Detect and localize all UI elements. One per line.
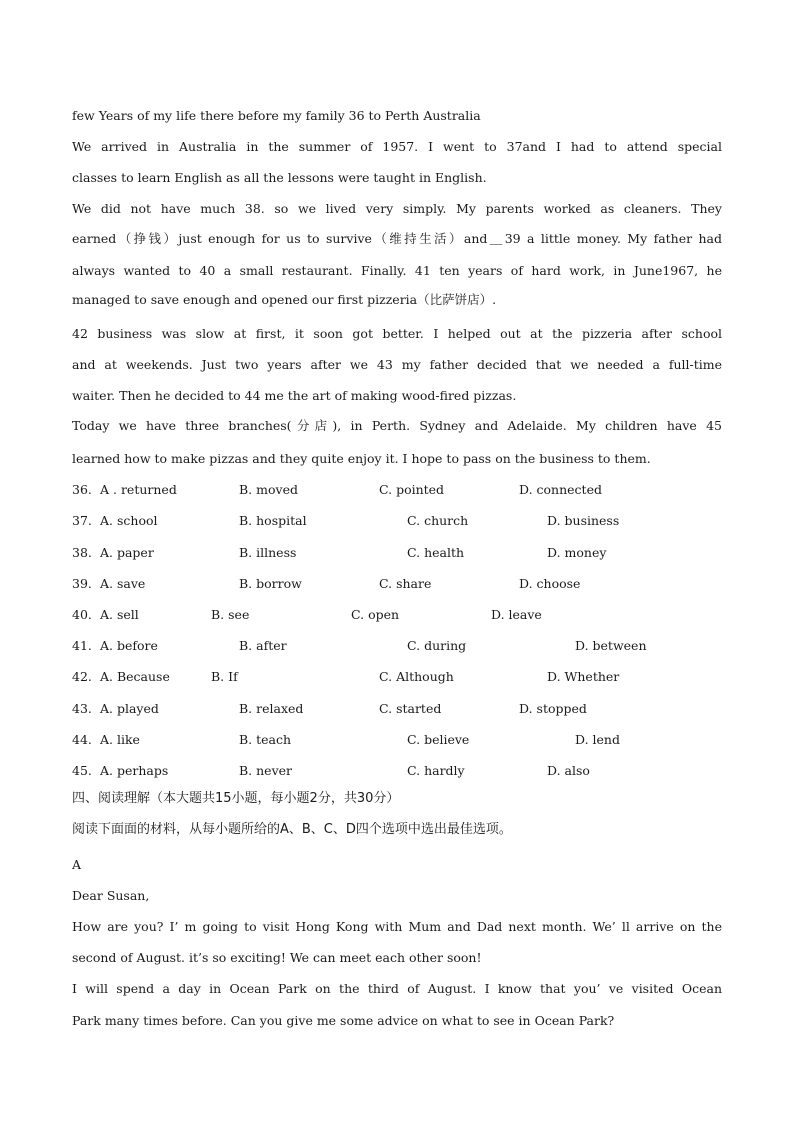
option-b: B. moved — [239, 482, 298, 497]
option-b: B. see — [211, 607, 250, 622]
option-b: B. borrow — [239, 576, 302, 591]
option-b: B. illness — [239, 545, 297, 560]
question-number: 36. — [72, 482, 92, 497]
question-number: 37. — [72, 513, 92, 528]
question-number: 40. — [72, 607, 92, 622]
letter-line: How are you? I’ m going to visit Hong Kong with Mum and Dad next month. We’ ll arrive on the — [72, 919, 722, 934]
option-b: B. teach — [239, 732, 292, 747]
option-a: A. school — [100, 513, 158, 528]
question-row-39 — [72, 576, 722, 592]
letter-line: Park many times before. Can you give me some advice on what to see in Ocean Park? — [72, 1013, 615, 1028]
section-heading: 四、阅读理解（本大题共15小题，每小题2分，共30分） — [72, 791, 400, 806]
option-c: C. pointed — [379, 482, 445, 497]
option-a: A. Because — [100, 669, 170, 684]
question-row-45 — [72, 763, 722, 779]
question-row-38 — [72, 545, 722, 561]
option-c: C. health — [407, 545, 465, 560]
option-b: B. If — [211, 669, 238, 684]
passage-line: classes to learn English as all the lessons were taught in English. — [72, 170, 487, 185]
question-number: 39. — [72, 576, 92, 591]
option-d: D. also — [547, 763, 590, 778]
question-number: 41. — [72, 638, 92, 653]
passage-line: We arrived in Australia in the summer of 1957. I went to 37and I had to attend special — [72, 139, 722, 154]
option-c: C. share — [379, 576, 432, 591]
passage-line: managed to save enough and opened our first pizzeria（比萨饼店）. — [72, 292, 497, 307]
question-number: 43. — [72, 701, 92, 716]
question-row-36 — [72, 482, 722, 498]
option-a: A. before — [100, 638, 158, 653]
option-a: A. paper — [100, 545, 154, 560]
letter-line: second of August. it’s so exciting! We can meet each other soon! — [72, 950, 482, 965]
passage-line: Today we have three branches(分店), in Perth. Sydney and Adelaide. My children have 45 — [72, 418, 722, 433]
passage-line: and at weekends. Just two years after we 43 my father decided that we needed a full-time — [72, 357, 722, 372]
question-row-41 — [72, 638, 722, 654]
option-d: D. choose — [519, 576, 581, 591]
option-a: A . returned — [100, 482, 177, 497]
passage-line: few Years of my life there before my family 36 to Perth Australia — [72, 108, 481, 123]
option-d: D. money — [547, 545, 607, 560]
question-row-42 — [72, 669, 722, 685]
option-c: C. church — [407, 513, 469, 528]
question-number: 44. — [72, 732, 92, 747]
question-number: 45. — [72, 763, 92, 778]
letter-line: I will spend a day in Ocean Park on the third of August. I know that you’ ve visited Ocean — [72, 981, 722, 996]
letter-salutation: Dear Susan, — [72, 888, 150, 903]
option-d: D. Whether — [547, 669, 620, 684]
passage-line: We did not have much 38. so we lived very simply. My parents worked as cleaners. They — [72, 201, 722, 216]
option-c: C. Although — [379, 669, 454, 684]
option-d: D. lend — [575, 732, 620, 747]
option-d: D. between — [575, 638, 647, 653]
question-row-40 — [72, 607, 722, 623]
question-number: 42. — [72, 669, 92, 684]
option-a: A. like — [100, 732, 140, 747]
option-b: B. never — [239, 763, 293, 778]
option-b: B. relaxed — [239, 701, 304, 716]
question-row-37 — [72, 513, 722, 529]
option-a: A. played — [100, 701, 159, 716]
option-c: C. hardly — [407, 763, 465, 778]
question-row-44 — [72, 732, 722, 748]
option-d: D. connected — [519, 482, 602, 497]
option-d: D. stopped — [519, 701, 587, 716]
option-c: C. believe — [407, 732, 470, 747]
option-a: A. perhaps — [100, 763, 169, 778]
question-row-43 — [72, 701, 722, 717]
passage-line: always wanted to 40 a small restaurant. Finally. 41 ten years of hard work, in June1967, he — [72, 263, 722, 278]
option-a: A. sell — [100, 607, 139, 622]
passage-line: learned how to make pizzas and they quite enjoy it. I hope to pass on the business to them. — [72, 451, 651, 466]
option-c: C. open — [351, 607, 400, 622]
section-instruction: 阅读下面面的材料，从每小题所给的A、B、C、D四个选项中选出最佳选项。 — [72, 822, 512, 837]
part-label: A — [72, 857, 82, 872]
passage-line: earned（挣钱）just enough for us to survive（维持生活）and＿39 a little money. My father had — [72, 231, 722, 246]
option-c: C. started — [379, 701, 442, 716]
option-b: B. after — [239, 638, 287, 653]
option-d: D. business — [547, 513, 620, 528]
passage-line: 42 business was slow at first, it soon got better. I helped out at the pizzeria after school — [72, 326, 722, 341]
option-c: C. during — [407, 638, 467, 653]
option-a: A. save — [100, 576, 146, 591]
question-number: 38. — [72, 545, 92, 560]
option-d: D. leave — [491, 607, 542, 622]
option-b: B. hospital — [239, 513, 307, 528]
passage-line: waiter. Then he decided to 44 me the art of making wood-fired pizzas. — [72, 388, 517, 403]
